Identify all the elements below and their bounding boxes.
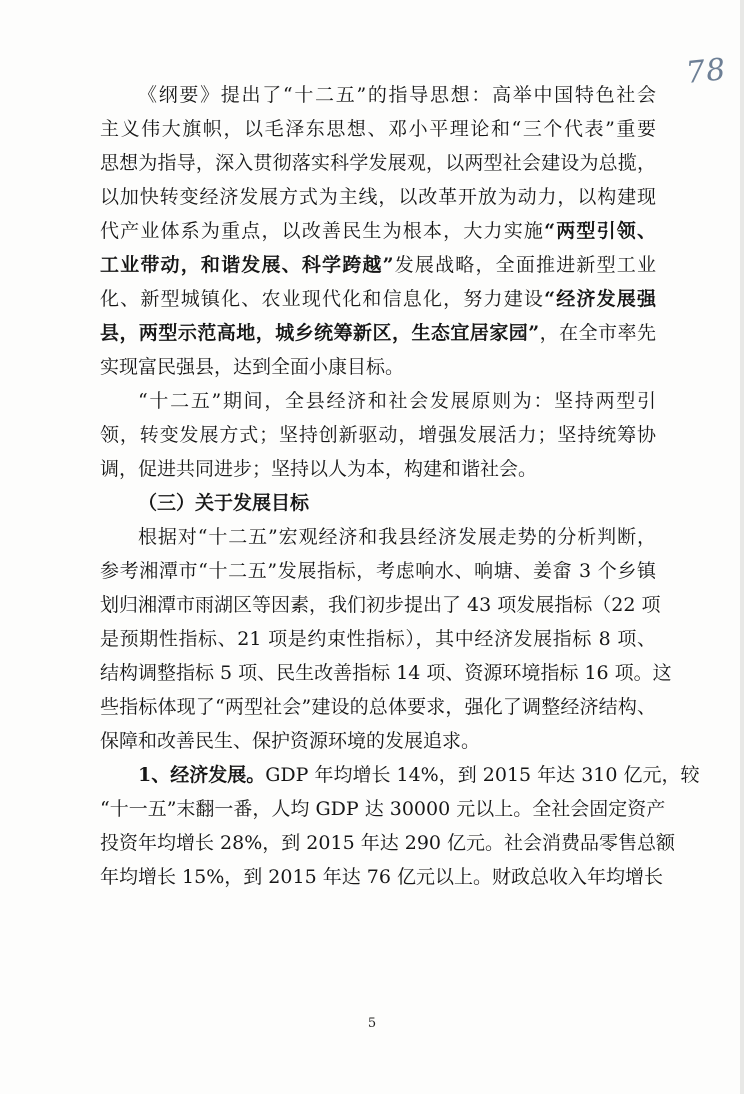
text-segment: 发展战略，全面推进新型工业 — [393, 254, 656, 276]
section-heading — [100, 486, 656, 520]
text-line: 是预期性指标、21 项是约束性指标），其中经济发展指标 8 项、 — [100, 628, 656, 650]
text-line: 《纲要》提出了“十二五”的指导思想：高举中国特色社会 — [138, 84, 656, 106]
text-line: 划归湘潭市雨湖区等因素，我们初步提出了 43 项发展指标（22 项 — [100, 594, 661, 616]
text-line: 领，转变发展方式；坚持创新驱动，增强发展活力；坚持统筹协 — [100, 424, 656, 446]
bold-text-segment: 1、经济发展。 — [138, 764, 266, 786]
section-heading-text: （三）关于发展目标 — [138, 492, 310, 514]
text-line: 结构调整指标 5 项、民生改善指标 14 项、资源环境指标 16 项。这 — [100, 662, 672, 684]
text-line: 些指标体现了“两型社会”建设的总体要求，强化了调整经济结构、 — [100, 696, 656, 718]
text-line: 保障和改善民生、保护资源环境的发展追求。 — [100, 730, 481, 752]
text-line — [100, 316, 656, 350]
text-line: “十一五”末翻一番，人均 GDP 达 30000 元以上。全社会固定资产 — [100, 798, 666, 820]
text-line: 调，促进共同进步；坚持以人为本，构建和谐社会。 — [100, 458, 538, 480]
document-body — [100, 78, 700, 894]
paragraph-economic-development — [100, 758, 700, 894]
text-line — [100, 214, 656, 248]
text-line: 年均增长 15%，到 2015 年达 76 亿元以上。财政总收入年均增长 — [100, 866, 663, 888]
bold-text-segment: 县，两型示范高地，城乡统筹新区，生态宜居家园” — [100, 322, 540, 344]
bold-text-segment: “经济发展强 — [544, 288, 656, 310]
text-line: 参考湘潭市“十二五”发展指标，考虑响水、响塘、姜畲 3 个乡镇 — [100, 560, 656, 582]
text-segment: 代产业体系为重点，以改善民生为根本，大力实施 — [100, 220, 545, 242]
text-line: 投资年均增长 28%，到 2015 年达 290 亿元。社会消费品零售总额 — [100, 832, 676, 854]
text-segment: ，在全市率先 — [539, 322, 656, 344]
text-segment: GDP 年均增长 14%，到 2015 年达 310 亿元，较 — [265, 764, 700, 786]
text-line: 思想为指导，深入贯彻落实科学发展观，以两型社会建设为总揽， — [100, 152, 656, 174]
bold-text-segment: “两型引领、 — [544, 220, 656, 242]
paragraph-principles — [100, 384, 656, 486]
page-number: 5 — [367, 1016, 377, 1031]
text-line: 实现富民强县，达到全面小康目标。 — [100, 356, 405, 378]
text-line — [100, 248, 656, 282]
text-line — [100, 758, 700, 792]
bold-text-segment: 工业带动，和谐发展、科学跨越” — [100, 254, 394, 276]
text-line: 根据对“十二五”宏观经济和我县经济发展走势的分析判断， — [138, 526, 656, 548]
text-line: 主义伟大旗帜，以毛泽东思想、邓小平理论和“三个代表”重要 — [100, 118, 656, 140]
scan-edge — [740, 0, 744, 1094]
text-line — [100, 282, 656, 316]
handwritten-page-mark: 78 — [684, 51, 728, 92]
text-line: “十二五”期间，全县经济和社会发展原则为：坚持两型引 — [138, 390, 656, 412]
text-segment: 化、新型城镇化、农业现代化和信息化，努力建设 — [100, 288, 545, 310]
text-line: 以加快转变经济发展方式为主线，以改革开放为动力，以构建现 — [100, 186, 656, 208]
paragraph-indicators — [100, 520, 672, 758]
paragraph-guiding-thought — [100, 78, 656, 384]
